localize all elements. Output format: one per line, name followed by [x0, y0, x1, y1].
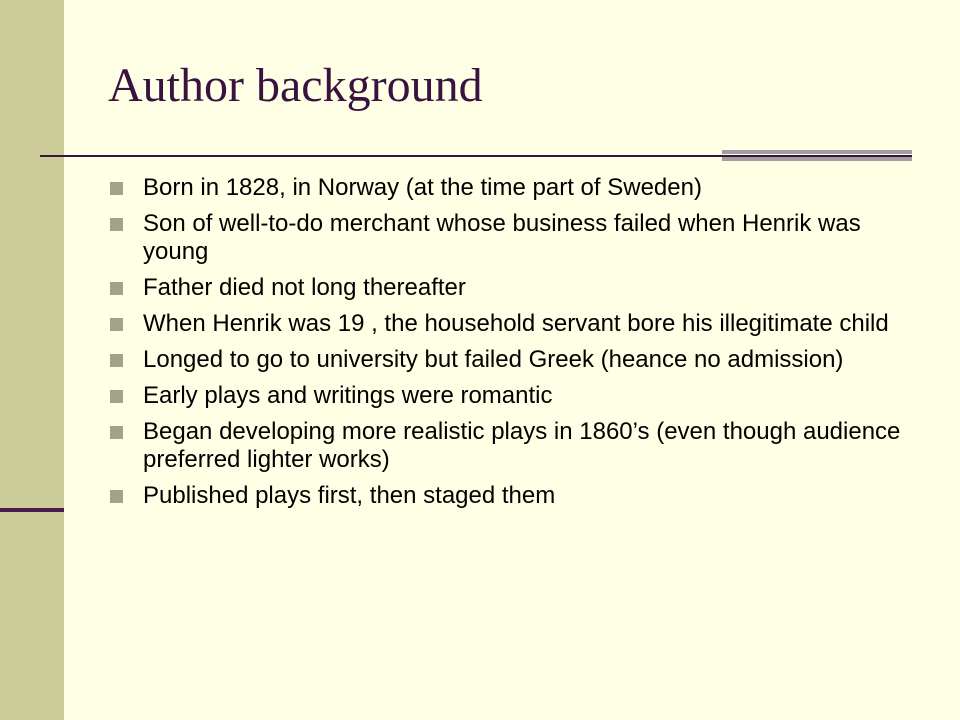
bullet-item: [110, 418, 920, 474]
bullet-text: Son of well-to-do merchant whose business failed when Henrik was young: [143, 210, 861, 265]
bullet-text: Longed to go to university but failed Greek (heance no admission): [143, 346, 844, 373]
bullet-item: [110, 346, 920, 374]
square-bullet-icon: [110, 354, 123, 367]
square-bullet-icon: [110, 318, 123, 331]
bullet-text: When Henrik was 19 , the household servant bore his illegitimate child: [143, 310, 889, 337]
bullet-item: [110, 274, 920, 302]
title-divider-accent: [722, 150, 912, 161]
square-bullet-icon: [110, 390, 123, 403]
slide-title: Author background: [108, 59, 483, 112]
bullet-item: [110, 482, 920, 510]
bullet-item: [110, 210, 920, 266]
side-stripe: [0, 0, 64, 720]
bullet-text: Began developing more realistic plays in 1860’s (even though audience preferred lighter works): [143, 418, 901, 473]
bullet-text: Early plays and writings were romantic: [143, 382, 553, 409]
square-bullet-icon: [110, 218, 123, 231]
bullet-text: Published plays first, then staged them: [143, 482, 556, 509]
bullet-list: [110, 174, 920, 518]
square-bullet-icon: [110, 490, 123, 503]
bullet-item: [110, 382, 920, 410]
square-bullet-icon: [110, 282, 123, 295]
square-bullet-icon: [110, 426, 123, 439]
square-bullet-icon: [110, 182, 123, 195]
bullet-text: Father died not long thereafter: [143, 274, 466, 301]
bullet-text: Born in 1828, in Norway (at the time part of Sweden): [143, 174, 702, 201]
bullet-item: [110, 310, 920, 338]
side-accent-bar: [0, 508, 64, 512]
bullet-item: [110, 174, 920, 202]
